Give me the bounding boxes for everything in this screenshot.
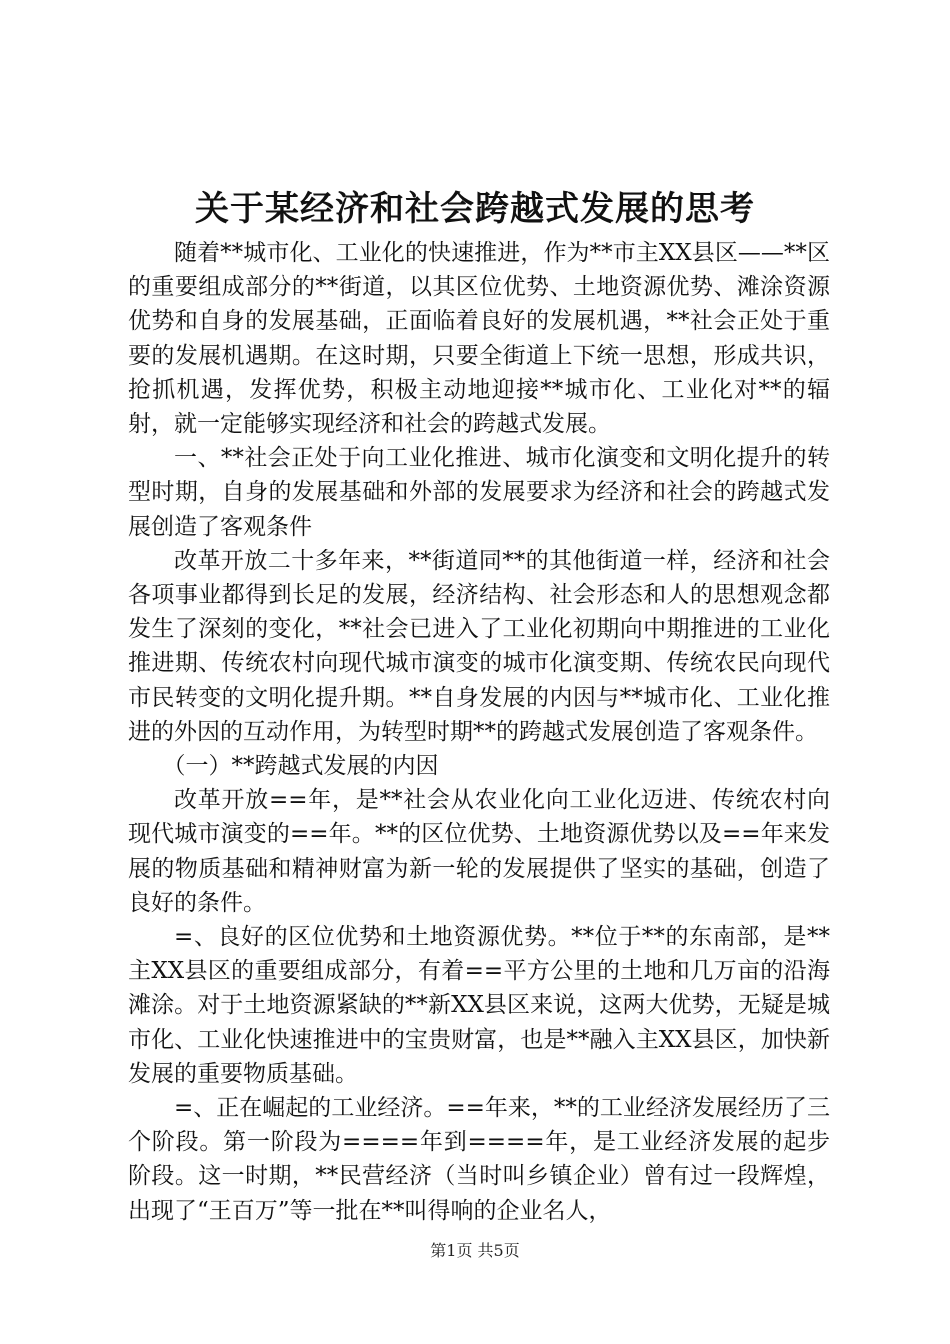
paragraph-intro: 随着**城市化、工业化的快速推进，作为**市主XX县区——**区的重要组成部分的**街道，以其区位优势、土地资源优势、滩涂资源优势和自身的发展基础，正面临着良好的发展机遇，**社会正处于重要的发展机遇期。在这时期，只要全街道上下统一思想，形成共识，抢抓机遇，发挥优势，积极主动地迎接**城市化、工业化对**的辐射，就一定能够实现经济和社会的跨越式发展。 [128,240,830,438]
document-body [128,236,830,1228]
paragraph-reform: 改革开放二十多年来，**街道同**的其他街道一样，经济和社会各项事业都得到长足的发展，经济结构、社会形态和人的思想观念都发生了深刻的变化，**社会已进入了工业化初期向中期推进的工业化推进期、传统农村向现代城市演变的城市化演变期、传统农民向现代市民转变的文明化提升期。**自身发展的内因与**城市化、工业化推进的外因的互动作用，为转型时期**的跨越式发展创造了客观条件。 [128,547,830,745]
paragraph-location-advantage: =、良好的区位优势和土地资源优势。**位于**的东南部，是**主XX县区的重要组成部分，有着==平方公里的土地和几万亩的沿海滩涂。对于土地资源紧缺的**新XX县区来说，这两大优势，无疑是城市化、工业化快速推进中的宝贵财富，也是**融入主XX县区，加快新发展的重要物质基础。 [128,924,830,1087]
section-heading-1: 一、**社会正处于向工业化推进、城市化演变和文明化提升的转型时期，自身的发展基础和外部的发展要求为经济和社会的跨越式发展创造了客观条件 [128,445,830,540]
subsection-heading-1: （一）**跨越式发展的内因 [162,753,439,780]
page-footer: 第1页 共5页 [430,1241,520,1260]
document-title: 关于某经济和社会跨越式发展的思考 [195,189,755,229]
paragraph-industrial-economy: =、正在崛起的工业经济。==年来，**的工业经济发展经历了三个阶段。第一阶段为====年到====年，是工业经济发展的起步阶段。这一时期，**民营经济（当时叫乡镇企业）曾有过一段辉煌，出现了“王百万”等一批在**叫得响的企业名人， [128,1095,830,1224]
paragraph-internal-cause: 改革开放==年，是**社会从农业化向工业化迈进、传统农村向现代城市演变的==年。**的区位优势、土地资源优势以及==年来发展的物质基础和精神财富为新一轮的发展提供了坚实的基础，创造了良好的条件。 [128,787,830,916]
